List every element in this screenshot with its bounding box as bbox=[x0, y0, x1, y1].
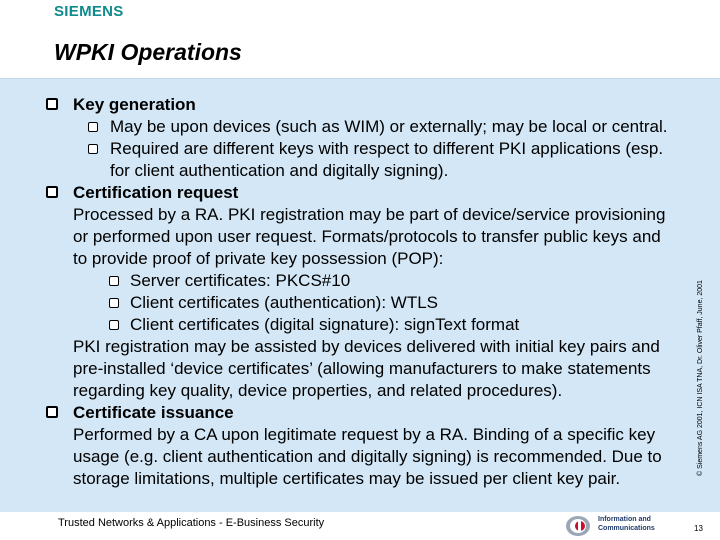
list-item: Client certificates (authentication): WTLS bbox=[46, 292, 702, 314]
paragraph-line: regarding key quality, device properties, and related procedures). bbox=[73, 381, 563, 400]
header bbox=[0, 0, 720, 22]
section-heading: Certification request bbox=[73, 183, 239, 202]
list-item: May be upon devices (such as WIM) or externally; may be local or central. bbox=[46, 116, 702, 138]
section-certificate-issuance bbox=[46, 402, 702, 424]
paragraph-line: usage (e.g. client authentication and digitally signing) is recommended. Due to bbox=[73, 447, 662, 466]
siemens-logo: SIEMENS bbox=[54, 3, 124, 20]
section-heading: Key generation bbox=[73, 95, 196, 114]
footer-text: Trusted Networks & Applications - E-Business Security bbox=[58, 517, 325, 529]
checkbox-bullet-icon bbox=[46, 98, 58, 110]
checkbox-bullet-icon bbox=[88, 122, 98, 132]
section-certification-request bbox=[46, 182, 702, 204]
page-number: 13 bbox=[694, 524, 703, 533]
list-item: Server certificates: PKCS#10 bbox=[46, 270, 702, 292]
list-item: Client certificates (digital signature): signText format bbox=[46, 314, 702, 336]
checkbox-bullet-icon bbox=[109, 276, 119, 286]
paragraph-line: or performed upon user request. Formats/protocols to transfer public keys and bbox=[73, 227, 661, 246]
paragraph-line: to provide proof of private key possession (POP): bbox=[73, 249, 444, 268]
section-heading: Certificate issuance bbox=[73, 403, 234, 422]
ic-logo-icon bbox=[564, 514, 592, 538]
list-item: Required are different keys with respect to different PKI applications (esp. bbox=[46, 138, 702, 160]
slide-title: WPKI Operations bbox=[54, 39, 242, 65]
slide-body bbox=[46, 94, 702, 490]
paragraph-line: Performed by a CA upon legitimate request by a RA. Binding of a specific key bbox=[73, 425, 656, 444]
paragraph-line: pre-installed ‘device certificates’ (allowing manufacturers to make statements bbox=[73, 359, 651, 378]
copyright-notice bbox=[697, 460, 720, 476]
list-item-continuation: for client authentication and digitally signing). bbox=[110, 161, 449, 180]
checkbox-bullet-icon bbox=[109, 298, 119, 308]
paragraph-line: PKI registration may be assisted by devices delivered with initial key pairs and bbox=[73, 337, 660, 356]
paragraph-line: storage limitations, multiple certificates may be issued per client key pair. bbox=[73, 469, 621, 488]
checkbox-bullet-icon bbox=[109, 320, 119, 330]
section-key-generation bbox=[46, 94, 702, 116]
checkbox-bullet-icon bbox=[46, 186, 58, 198]
checkbox-bullet-icon bbox=[46, 406, 58, 418]
checkbox-bullet-icon bbox=[88, 144, 98, 154]
paragraph-line: Processed by a RA. PKI registration may be part of device/service provisioning bbox=[73, 205, 666, 224]
ic-brand-text: Information and Communications bbox=[598, 516, 655, 532]
